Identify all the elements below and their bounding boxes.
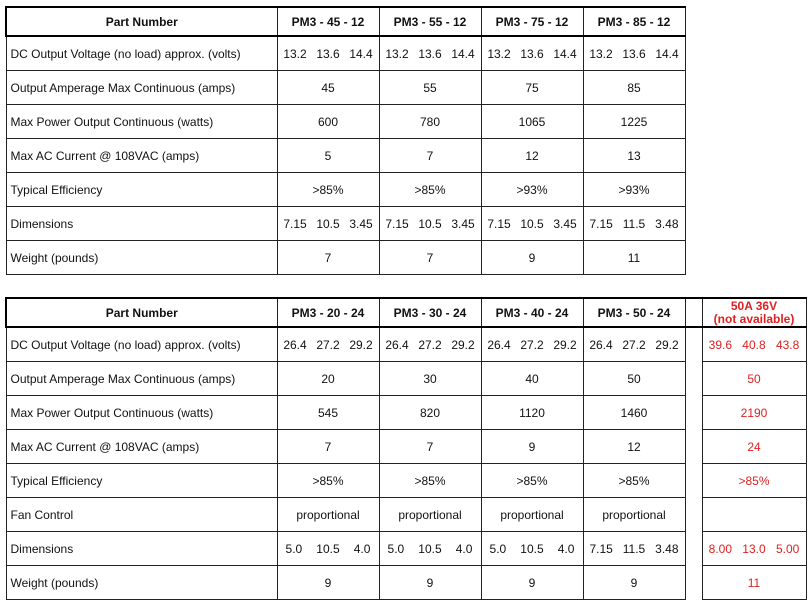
row-label: Output Amperage Max Continuous (amps) bbox=[6, 362, 277, 396]
value-item: 7.15 bbox=[385, 216, 409, 231]
unavailable-spec-value: 50 bbox=[702, 362, 806, 396]
spec-value: 7 bbox=[277, 241, 379, 275]
value-item: 4.0 bbox=[455, 541, 473, 556]
spec-value: 9 bbox=[481, 241, 583, 275]
spec-table-24v bbox=[5, 297, 807, 600]
spacer-column bbox=[685, 396, 702, 430]
spec-value: 7 bbox=[379, 241, 481, 275]
value-item: 3.48 bbox=[655, 541, 679, 556]
part-number-header: Part Number bbox=[6, 298, 277, 327]
spec-value bbox=[379, 532, 481, 566]
unavailable-note: (not available) bbox=[713, 311, 795, 326]
spec-value: 75 bbox=[481, 71, 583, 105]
value-triplet bbox=[278, 47, 379, 61]
spec-value: 7 bbox=[379, 139, 481, 173]
value-item: 5.0 bbox=[387, 541, 405, 556]
spacer-column bbox=[685, 532, 702, 566]
value-item: 14.4 bbox=[451, 46, 475, 61]
spec-value: >85% bbox=[379, 173, 481, 207]
unavailable-spec-value: 11 bbox=[702, 566, 806, 600]
value-item: 29.2 bbox=[553, 337, 577, 352]
value-item: 13.2 bbox=[589, 46, 613, 61]
table-row bbox=[6, 207, 685, 241]
table-row bbox=[6, 241, 685, 275]
value-item: 7.15 bbox=[487, 216, 511, 231]
unavailable-model-name: 50A 36V bbox=[730, 298, 778, 313]
value-item: 27.2 bbox=[418, 337, 442, 352]
row-label: Typical Efficiency bbox=[6, 464, 277, 498]
value-item: 26.4 bbox=[589, 337, 613, 352]
table-row bbox=[6, 105, 685, 139]
table-row bbox=[6, 430, 806, 464]
value-item: 13.6 bbox=[316, 46, 340, 61]
value-item: 13.2 bbox=[487, 46, 511, 61]
spec-value bbox=[583, 207, 685, 241]
value-triplet bbox=[380, 217, 481, 231]
value-item: 14.4 bbox=[655, 46, 679, 61]
value-triplet bbox=[584, 47, 685, 61]
spacer-column bbox=[685, 464, 702, 498]
row-label: Typical Efficiency bbox=[6, 173, 277, 207]
spec-value: >93% bbox=[583, 173, 685, 207]
table-header-row bbox=[6, 298, 806, 327]
value-item: 5.0 bbox=[285, 541, 303, 556]
spec-value: 12 bbox=[583, 430, 685, 464]
spec-value: 40 bbox=[481, 362, 583, 396]
value-item: 13.6 bbox=[622, 46, 646, 61]
spec-value: >93% bbox=[481, 173, 583, 207]
table-row bbox=[6, 36, 685, 71]
unavailable-spec-value: 2190 bbox=[702, 396, 806, 430]
unavailable-spec-value: 24 bbox=[702, 430, 806, 464]
spec-value: 30 bbox=[379, 362, 481, 396]
value-item: 27.2 bbox=[316, 337, 340, 352]
spec-value bbox=[481, 207, 583, 241]
value-item: 13.6 bbox=[418, 46, 442, 61]
value-item: 43.8 bbox=[775, 337, 800, 352]
value-item: 40.8 bbox=[742, 337, 766, 352]
spec-value: >85% bbox=[379, 464, 481, 498]
model-header: PM3 - 30 - 24 bbox=[379, 298, 481, 327]
spec-value: 20 bbox=[277, 362, 379, 396]
row-label: Output Amperage Max Continuous (amps) bbox=[6, 71, 277, 105]
model-header: PM3 - 50 - 24 bbox=[583, 298, 685, 327]
value-item: 26.4 bbox=[283, 337, 307, 352]
value-item: 11.5 bbox=[622, 541, 646, 556]
unavailable-spec-value bbox=[702, 327, 806, 362]
value-item: 8.00 bbox=[708, 541, 732, 556]
table-row bbox=[6, 532, 806, 566]
spec-value bbox=[583, 36, 685, 71]
value-triplet bbox=[482, 47, 583, 61]
value-item: 13.2 bbox=[385, 46, 409, 61]
value-item: 10.5 bbox=[316, 216, 340, 231]
spec-value bbox=[277, 532, 379, 566]
table-header-row bbox=[6, 7, 685, 36]
spec-value bbox=[379, 327, 481, 362]
value-item: 10.5 bbox=[418, 216, 442, 231]
spec-value: 85 bbox=[583, 71, 685, 105]
spec-value: 12 bbox=[481, 139, 583, 173]
spec-value bbox=[277, 207, 379, 241]
table-row bbox=[6, 396, 806, 430]
row-label: DC Output Voltage (no load) approx. (volts) bbox=[6, 36, 277, 71]
unavailable-spec-value bbox=[702, 532, 806, 566]
table-row bbox=[6, 173, 685, 207]
value-triplet bbox=[380, 47, 481, 61]
spacer-column bbox=[685, 430, 702, 464]
spec-value: proportional bbox=[379, 498, 481, 532]
value-triplet bbox=[584, 338, 685, 352]
spec-value bbox=[481, 327, 583, 362]
spec-value: 7 bbox=[277, 430, 379, 464]
unavailable-spec-value bbox=[702, 498, 806, 532]
spec-value: >85% bbox=[481, 464, 583, 498]
table-row bbox=[6, 327, 806, 362]
spec-value: proportional bbox=[481, 498, 583, 532]
spec-value bbox=[277, 36, 379, 71]
value-item: 10.5 bbox=[520, 216, 544, 231]
spacer-column bbox=[685, 498, 702, 532]
value-triplet bbox=[278, 217, 379, 231]
value-item: 7.15 bbox=[589, 216, 613, 231]
spec-value: 7 bbox=[379, 430, 481, 464]
value-item: 29.2 bbox=[655, 337, 679, 352]
value-triplet bbox=[482, 338, 583, 352]
spec-value: 1120 bbox=[481, 396, 583, 430]
spec-value bbox=[379, 207, 481, 241]
value-triplet bbox=[380, 338, 481, 352]
value-triplet bbox=[278, 338, 379, 352]
value-triplet bbox=[584, 217, 685, 231]
value-item: 3.45 bbox=[349, 216, 373, 231]
row-label: Weight (pounds) bbox=[6, 566, 277, 600]
value-item: 4.0 bbox=[557, 541, 575, 556]
table-row bbox=[6, 498, 806, 532]
spec-value: 545 bbox=[277, 396, 379, 430]
value-triplet bbox=[278, 542, 379, 556]
spec-value: >85% bbox=[277, 464, 379, 498]
spec-value: 600 bbox=[277, 105, 379, 139]
model-header: PM3 - 45 - 12 bbox=[277, 7, 379, 36]
value-triplet bbox=[482, 542, 583, 556]
value-item: 4.0 bbox=[353, 541, 371, 556]
model-header: PM3 - 75 - 12 bbox=[481, 7, 583, 36]
spacer-column bbox=[685, 566, 702, 600]
row-label: Dimensions bbox=[6, 207, 277, 241]
value-item: 10.5 bbox=[520, 541, 544, 556]
value-item: 14.4 bbox=[553, 46, 577, 61]
value-item: 13.6 bbox=[520, 46, 544, 61]
spec-value: 780 bbox=[379, 105, 481, 139]
value-item: 3.45 bbox=[553, 216, 577, 231]
row-label: DC Output Voltage (no load) approx. (volts) bbox=[6, 327, 277, 362]
table-row bbox=[6, 566, 806, 600]
value-item: 27.2 bbox=[622, 337, 646, 352]
spec-value: 1225 bbox=[583, 105, 685, 139]
spec-value: 9 bbox=[583, 566, 685, 600]
value-triplet bbox=[703, 542, 806, 556]
spec-value bbox=[277, 327, 379, 362]
value-item: 26.4 bbox=[385, 337, 409, 352]
value-item: 11.5 bbox=[622, 216, 646, 231]
value-triplet bbox=[703, 338, 806, 352]
row-label: Max Power Output Continuous (watts) bbox=[6, 396, 277, 430]
spec-value: 50 bbox=[583, 362, 685, 396]
spec-value: proportional bbox=[583, 498, 685, 532]
spacer-column bbox=[685, 362, 702, 396]
row-label: Weight (pounds) bbox=[6, 241, 277, 275]
spec-value bbox=[379, 36, 481, 71]
unavailable-spec-value: >85% bbox=[702, 464, 806, 498]
value-item: 14.4 bbox=[349, 46, 373, 61]
model-header: PM3 - 40 - 24 bbox=[481, 298, 583, 327]
spec-value: proportional bbox=[277, 498, 379, 532]
model-header: PM3 - 85 - 12 bbox=[583, 7, 685, 36]
value-item: 10.5 bbox=[316, 541, 340, 556]
value-item: 10.5 bbox=[418, 541, 442, 556]
value-item: 13.0 bbox=[742, 541, 766, 556]
value-item: 29.2 bbox=[349, 337, 373, 352]
value-item: 29.2 bbox=[451, 337, 475, 352]
spec-value: 1460 bbox=[583, 396, 685, 430]
table-row bbox=[6, 464, 806, 498]
spacer-column bbox=[685, 327, 702, 362]
spec-value: >85% bbox=[277, 173, 379, 207]
spec-value: >85% bbox=[583, 464, 685, 498]
spec-value bbox=[583, 532, 685, 566]
row-label: Max Power Output Continuous (watts) bbox=[6, 105, 277, 139]
row-label: Fan Control bbox=[6, 498, 277, 532]
value-item: 26.4 bbox=[487, 337, 511, 352]
value-item: 39.6 bbox=[708, 337, 732, 352]
value-triplet bbox=[380, 542, 481, 556]
value-item: 5.0 bbox=[489, 541, 507, 556]
unavailable-model-header bbox=[702, 298, 806, 327]
spec-value: 1065 bbox=[481, 105, 583, 139]
spec-value: 9 bbox=[277, 566, 379, 600]
spacer-column bbox=[685, 298, 702, 327]
row-label: Dimensions bbox=[6, 532, 277, 566]
spec-value bbox=[481, 532, 583, 566]
spec-value: 9 bbox=[481, 430, 583, 464]
spec-value bbox=[583, 327, 685, 362]
value-item: 27.2 bbox=[520, 337, 544, 352]
value-item: 7.15 bbox=[589, 541, 613, 556]
table-row bbox=[6, 71, 685, 105]
spec-value: 55 bbox=[379, 71, 481, 105]
spec-value: 5 bbox=[277, 139, 379, 173]
spec-value: 9 bbox=[481, 566, 583, 600]
model-header: PM3 - 55 - 12 bbox=[379, 7, 481, 36]
value-item: 3.45 bbox=[451, 216, 475, 231]
value-item: 5.00 bbox=[775, 541, 800, 556]
row-label: Max AC Current @ 108VAC (amps) bbox=[6, 430, 277, 464]
value-item: 13.2 bbox=[283, 46, 307, 61]
value-triplet bbox=[584, 542, 685, 556]
spec-table-12v bbox=[5, 6, 686, 275]
model-header: PM3 - 20 - 24 bbox=[277, 298, 379, 327]
value-triplet bbox=[482, 217, 583, 231]
spec-value bbox=[481, 36, 583, 71]
table-row bbox=[6, 362, 806, 396]
spec-value: 9 bbox=[379, 566, 481, 600]
part-number-header: Part Number bbox=[6, 7, 277, 36]
table-row bbox=[6, 139, 685, 173]
value-item: 3.48 bbox=[655, 216, 679, 231]
spec-value: 13 bbox=[583, 139, 685, 173]
value-item: 7.15 bbox=[283, 216, 307, 231]
spec-value: 45 bbox=[277, 71, 379, 105]
row-label: Max AC Current @ 108VAC (amps) bbox=[6, 139, 277, 173]
spec-value: 11 bbox=[583, 241, 685, 275]
spec-value: 820 bbox=[379, 396, 481, 430]
